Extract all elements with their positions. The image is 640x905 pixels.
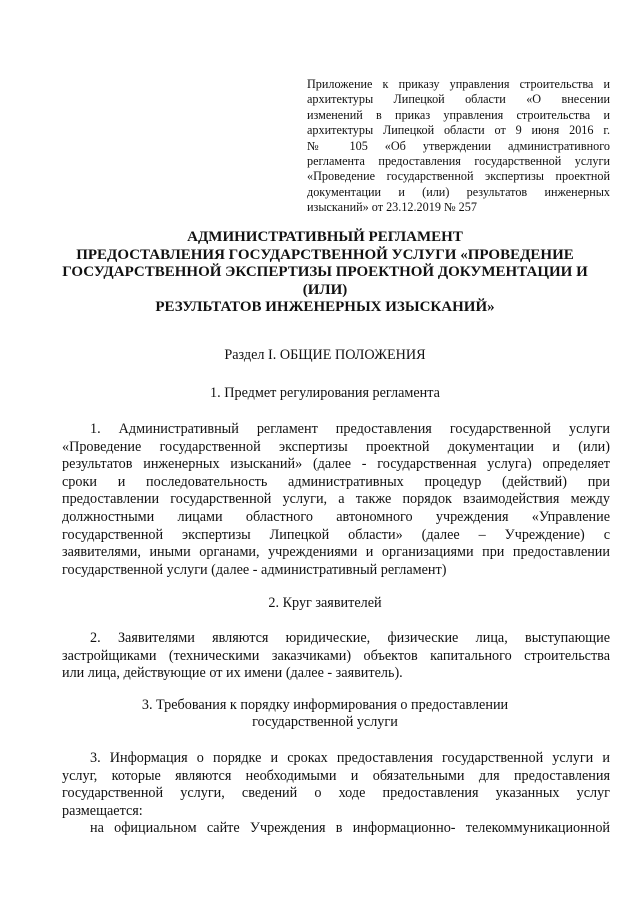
- paragraph-line: должностными лицами областного автономного учреждения «Управление: [62, 508, 610, 525]
- section-heading: Раздел I. ОБЩИЕ ПОЛОЖЕНИЯ: [224, 347, 426, 363]
- paragraph-line: на официальном сайте Учреждения в информационно- телекоммуникационной: [90, 820, 610, 837]
- appendix-line: изысканий» от 23.12.2019 № 257: [307, 200, 477, 215]
- paragraph-3: [62, 750, 610, 838]
- appendix-line: Приложение к приказу управления строительства и: [307, 77, 610, 91]
- paragraph-line: результатов инженерных изысканий» (далее - государственная услуга) определяет: [62, 456, 610, 473]
- paragraph-line: 1. Административный регламент предоставления государственной услуги: [90, 421, 610, 437]
- paragraph-line: государственной экспертизы Липецкой области» (далее – Учреждение) с: [62, 526, 610, 543]
- appendix-line: документации и (или) результатов инженерных: [307, 184, 610, 199]
- paragraph-line: застройщиками (техническими заказчиками) объектов капитального строительства: [62, 647, 610, 664]
- paragraph-line: 3. Информация о порядке и сроках предоставления государственной услуги и: [90, 750, 610, 766]
- title-line: ПРЕДОСТАВЛЕНИЯ ГОСУДАРСТВЕННОЙ УСЛУГИ «ПРОВЕДЕНИЕ: [76, 246, 574, 263]
- paragraph-line: государственной услуги (далее - административный регламент): [62, 561, 447, 578]
- subsection-heading-1: 1. Предмет регулирования регламента: [210, 385, 440, 401]
- paragraph-2: [62, 630, 610, 683]
- paragraph-line: или лица, действующие от их имени (далее - заявитель).: [62, 665, 403, 682]
- paragraph-line: услуг, которые являются необходимыми и обязательными для предоставления: [62, 767, 610, 784]
- paragraph-1: [62, 421, 610, 579]
- paragraph-line: 2. Заявителями являются юридические, физические лица, выступающие: [90, 630, 610, 646]
- subsection-heading-2: 2. Круг заявителей: [268, 595, 382, 611]
- title-line: АДМИНИСТРАТИВНЫЙ РЕГЛАМЕНТ: [187, 229, 463, 245]
- subsection-heading-3-line1: 3. Требования к порядку информирования о предоставлении: [141, 697, 509, 713]
- appendix-line: архитектуры Липецкой области «О внесении: [307, 92, 610, 107]
- paragraph-line: «Проведение государственной экспертизы проектной документации и (или): [62, 438, 610, 455]
- appendix-note: [307, 77, 610, 216]
- appendix-line: изменений в приказ управления строительства и: [307, 107, 610, 122]
- subsection-heading-3-line2: государственной услуги: [252, 714, 398, 730]
- paragraph-line: сроки и последовательность административных процедур (действий) при: [62, 473, 610, 490]
- paragraph-line: размещается:: [62, 802, 143, 819]
- paragraph-line: предоставлении государственной услуги, а также порядок взаимодействия между: [62, 491, 610, 508]
- appendix-line: регламента предоставления государственной услуги: [307, 154, 610, 169]
- paragraph-line: государственной услуги, сведений о ходе предоставления указанных услуг: [62, 785, 610, 802]
- title-line: ГОСУДАРСТВЕННОЙ ЭКСПЕРТИЗЫ ПРОЕКТНОЙ ДОКУМЕНТАЦИИ И: [62, 264, 588, 280]
- title-line: РЕЗУЛЬТАТОВ ИНЖЕНЕРНЫХ ИЗЫСКАНИЙ»: [155, 299, 495, 315]
- document-title: [40, 229, 610, 317]
- appendix-line: № 105 «Об утверждении административного: [307, 138, 610, 153]
- appendix-line: «Проведение государственной экспертизы проектной: [307, 169, 610, 184]
- paragraph-line: заявителями, иными органами, учреждениями и организациями при предоставлении: [62, 544, 610, 561]
- title-line: (ИЛИ): [302, 281, 348, 298]
- appendix-line: архитектуры Липецкой области от 9 июня 2016 г.: [307, 123, 610, 138]
